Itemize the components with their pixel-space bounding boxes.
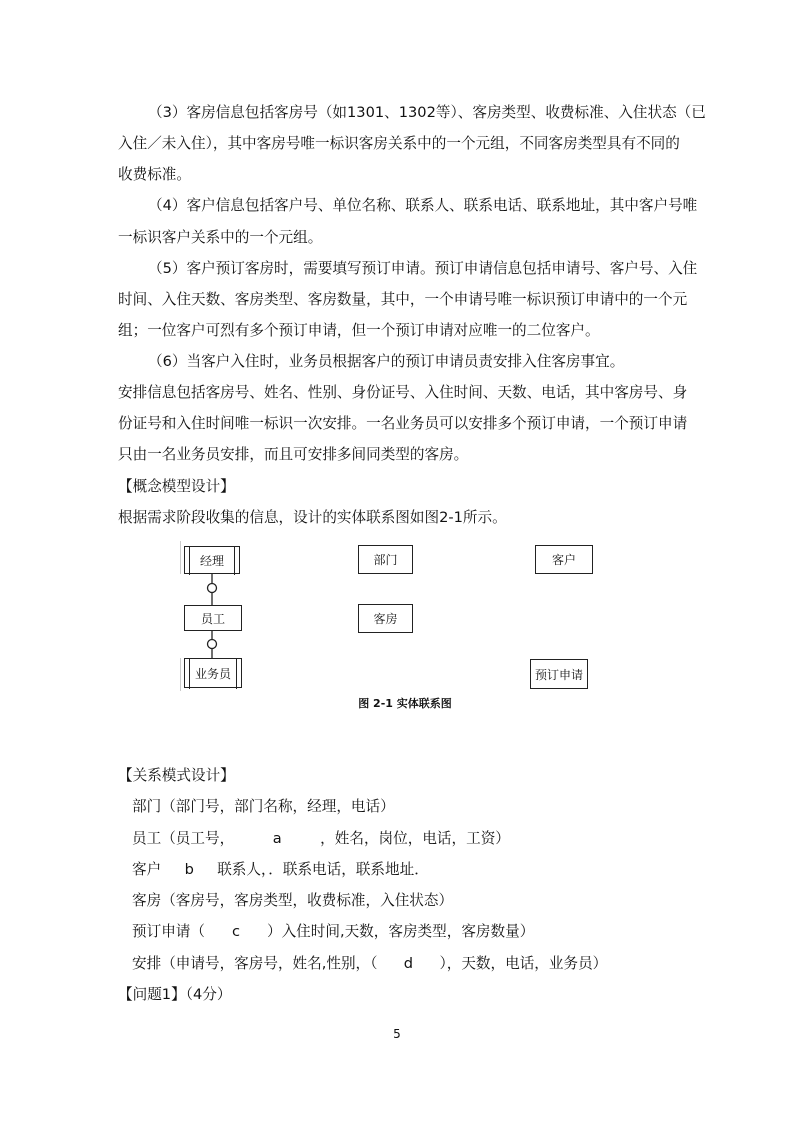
entity-employee: 员工 [184, 605, 242, 631]
paragraph-3-line-2: 入住／未入住），其中客房号唯一标识客房关系中的一个元组，不同客房类型具有不同的 [118, 135, 680, 152]
entity-room: 客房 [358, 604, 413, 633]
employee-salesperson-circle [208, 640, 217, 649]
paragraph-5-line-3: 组；一位客户可烈有多个预订申请，但一个预订申请对应唯一的二位客户。 [118, 322, 600, 339]
blank-b: b [184, 861, 194, 878]
er-diagram [180, 541, 620, 716]
entity-manager: 经理 [184, 546, 240, 574]
paragraph-5-line-2: 时间、入住天数、客房类型、客房数量，其中，一个申请号唯一标识预订申请中的一个元 [118, 291, 688, 308]
schema-department: 部门（部门号，部门名称，经理，电话） [132, 798, 395, 815]
paragraph-5-line-1: （5）客户预订客房时，需要填写预订申请。预订申请信息包括申请号、客户号、入住 [148, 260, 698, 277]
concept-intro: 根据需求阶段收集的信息，设计的实体联系图如图2-1所示。 [118, 509, 507, 526]
schema-booking-prefix: 预订申请（ [132, 923, 205, 940]
schema-customer-prefix: 客户 [132, 861, 162, 878]
entity-department: 部门 [358, 545, 413, 574]
schema-customer-suffix: 联系人，．联系电话，联系地址． [217, 861, 429, 878]
schema-booking [132, 922, 534, 942]
concept-heading: 【概念模型设计】 [118, 478, 235, 495]
manager-employee-circle [208, 584, 217, 593]
paragraph-6-line-1: （6）当客户入住时，业务员根据客户的预订申请员责安排入住客房事宜。 [148, 353, 625, 370]
relation-heading: 【关系模式设计】 [118, 767, 235, 784]
entity-customer: 客户 [535, 545, 593, 574]
schema-arrangement-prefix: 安排（申请号，客房号，姓名,性别，（ [132, 955, 378, 972]
figure-caption: 图 2-1 实体联系图 [358, 697, 452, 710]
question-heading: 【问题1】（4分） [118, 986, 232, 1003]
paragraph-4-line-1: （4）客户信息包括客户号、单位名称、联系人、联系电话、联系地址，其中客户号唯 [148, 197, 698, 214]
page-number: 5 [393, 1027, 401, 1041]
schema-employee [132, 829, 510, 849]
paragraph-3-line-1: （3）客房信息包括客房号（如1301、1302等）、客房类型、收费标准、入住状态（已 [148, 104, 706, 121]
paragraph-6-line-4: 只由一名业务员安排，而且可安排多间同类型的客房。 [118, 446, 469, 463]
schema-arrangement-suffix: ），天数，电话，业务员） [439, 955, 608, 972]
entity-booking-request: 预订申请 [530, 659, 588, 689]
blank-a: a [272, 830, 282, 847]
schema-employee-prefix: 员工（员工号， [132, 830, 235, 847]
paragraph-6-line-2: 安排信息包括客房号、姓名、性别、身份证号、入住时间、天数、电话，其中客房号、身 [118, 384, 688, 401]
paragraph-4-line-2: 一标识客户关系中的一个元组。 [118, 229, 323, 246]
schema-booking-suffix: ）入住时间,天数，客房类型，客房数量） [266, 923, 535, 940]
paragraph-6-line-3: 份证号和入住时间唯一标识一次安排。一名业务员可以安排多个预订申请，一个预订申请 [118, 415, 688, 432]
schema-customer [132, 860, 429, 880]
entity-salesperson: 业务员 [184, 658, 242, 688]
blank-d: d [403, 955, 414, 972]
blank-c: c [231, 923, 240, 940]
schema-arrangement [132, 954, 607, 974]
schema-room: 客房（客房号，客房类型，收费标准，入住状态） [132, 892, 454, 909]
schema-employee-suffix: ，姓名，岗位，电话，工资） [320, 830, 510, 847]
paragraph-3-line-3: 收费标准。 [118, 166, 191, 183]
